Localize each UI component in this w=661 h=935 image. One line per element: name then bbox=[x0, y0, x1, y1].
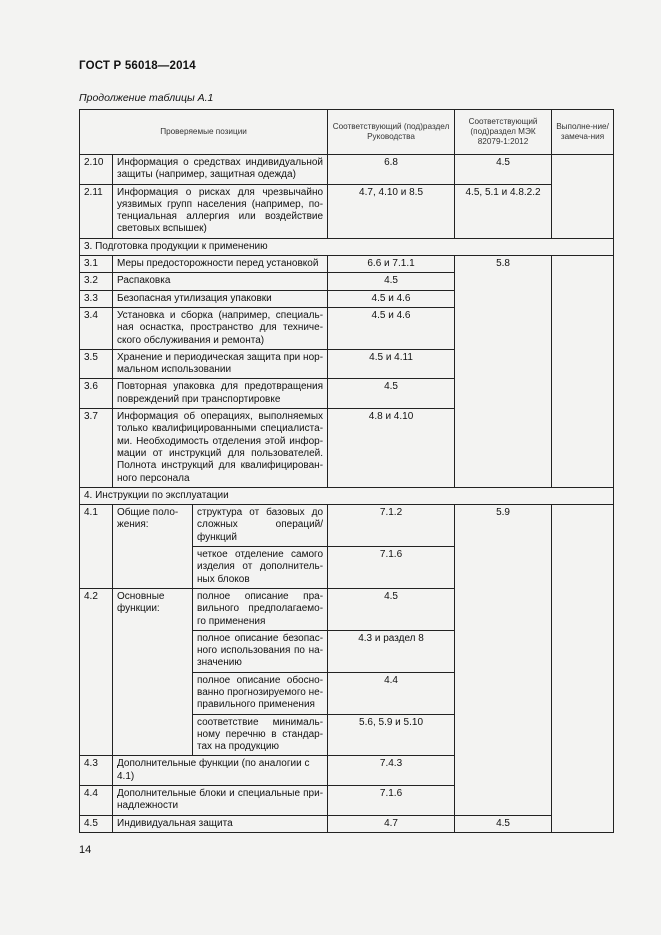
row-guide: 4.5 и 4.11 bbox=[328, 349, 455, 379]
document-title: ГОСТ Р 56018—2014 bbox=[79, 60, 196, 72]
done-cell bbox=[552, 256, 614, 488]
row-iec: 5.8 bbox=[455, 256, 552, 488]
sub-text: полное описание пра-вильного предполагаемо-го применения bbox=[193, 588, 328, 630]
row-number: 3.6 bbox=[80, 379, 113, 409]
row-number: 4.2 bbox=[80, 588, 113, 756]
row-iec: 4.5, 5.1 и 4.8.2.2 bbox=[455, 184, 552, 238]
header-guide: Соответствующий (под)раздел Руководства bbox=[328, 110, 455, 155]
section-heading: 3. Подготовка продукции к применению bbox=[80, 238, 614, 255]
row-number: 2.11 bbox=[80, 184, 113, 238]
section-row bbox=[80, 487, 614, 504]
table-header-row bbox=[80, 110, 614, 155]
checklist-table bbox=[79, 109, 614, 833]
table-caption: Продолжение таблицы А.1 bbox=[79, 92, 214, 104]
row-text: Повторная упаковка для предотвращения повреждений при транспортировке bbox=[113, 379, 328, 409]
table-row bbox=[80, 505, 614, 547]
table-row bbox=[80, 815, 614, 832]
row-number: 2.10 bbox=[80, 155, 113, 185]
row-guide: 5.6, 5.9 и 5.10 bbox=[328, 714, 455, 756]
row-guide: 4.5 и 4.6 bbox=[328, 307, 455, 349]
row-iec: 5.9 bbox=[455, 505, 552, 816]
row-number: 3.5 bbox=[80, 349, 113, 379]
row-text: Установка и сборка (например, специаль-ная оснастка, пространство для техниче-ского обслуживания и ремонта) bbox=[113, 307, 328, 349]
sub-text: полное описание обосно-ванно прогнозируемого не-правильного применения bbox=[193, 672, 328, 714]
page-number: 14 bbox=[79, 844, 92, 856]
row-label: Общие поло-жения: bbox=[113, 505, 193, 589]
row-guide: 7.4.3 bbox=[328, 756, 455, 786]
row-number: 3.3 bbox=[80, 290, 113, 307]
row-guide: 4.8 и 4.10 bbox=[328, 409, 455, 488]
row-guide: 4.5 bbox=[328, 588, 455, 630]
row-text: Информация об операциях, выполняемых только квалифицированными специалиста-ми. Необходимость отделения этой инфор-мации от инструкций для пользователей. Полнота инструкций для квалифицирован-ного персонала bbox=[113, 409, 328, 488]
done-cell bbox=[552, 155, 614, 239]
sub-text: структура от базовых до сложных операций/функций bbox=[193, 505, 328, 547]
row-guide: 7.1.6 bbox=[328, 786, 455, 816]
table-row bbox=[80, 184, 614, 238]
row-guide: 6.6 и 7.1.1 bbox=[328, 256, 455, 273]
sub-text: четкое отделение самого изделия от дополнитель-ных блоков bbox=[193, 547, 328, 589]
row-guide: 7.1.6 bbox=[328, 547, 455, 589]
row-guide: 4.5 и 4.6 bbox=[328, 290, 455, 307]
row-iec: 4.5 bbox=[455, 815, 552, 832]
section-heading: 4. Инструкции по эксплуатации bbox=[80, 487, 614, 504]
row-text: Информация о рисках для чрезвычайно уязвимых групп населения (например, по-тенциальная аллергия или воздействие световых вспышек) bbox=[113, 184, 328, 238]
table-row bbox=[80, 155, 614, 185]
row-text: Дополнительные блоки и специальные при-надлежности bbox=[113, 786, 328, 816]
row-number: 4.1 bbox=[80, 505, 113, 589]
row-guide: 4.5 bbox=[328, 273, 455, 290]
row-iec: 4.5 bbox=[455, 155, 552, 185]
row-number: 3.2 bbox=[80, 273, 113, 290]
section-row bbox=[80, 238, 614, 255]
header-done: Выполне-ние/замеча-ния bbox=[552, 110, 614, 155]
header-iec: Соответствующий (под)раздел МЭК 82079-1:2012 bbox=[455, 110, 552, 155]
row-guide: 4.3 и раздел 8 bbox=[328, 630, 455, 672]
row-text: Информация о средствах индивидуальной защиты (например, защитная одежда) bbox=[113, 155, 328, 185]
row-number: 4.4 bbox=[80, 786, 113, 816]
row-text: Индивидуальная защита bbox=[113, 815, 328, 832]
row-guide: 4.7 bbox=[328, 815, 455, 832]
row-text: Хранение и периодическая защита при нор-мальном использовании bbox=[113, 349, 328, 379]
row-number: 4.3 bbox=[80, 756, 113, 786]
row-guide: 4.4 bbox=[328, 672, 455, 714]
row-number: 3.1 bbox=[80, 256, 113, 273]
header-positions: Проверяемые позиции bbox=[80, 110, 328, 155]
table-row bbox=[80, 256, 614, 273]
row-number: 3.7 bbox=[80, 409, 113, 488]
row-text: Распаковка bbox=[113, 273, 328, 290]
row-guide: 7.1.2 bbox=[328, 505, 455, 547]
row-text: Дополнительные функции (по аналогии с 4.1) bbox=[113, 756, 328, 786]
row-guide: 4.5 bbox=[328, 379, 455, 409]
row-label: Основные функции: bbox=[113, 588, 193, 756]
row-guide: 4.7, 4.10 и 8.5 bbox=[328, 184, 455, 238]
sub-text: соответствие минималь-ному перечню в стандар-тах на продукцию bbox=[193, 714, 328, 756]
sub-text: полное описание безопас-ного использования по на-значению bbox=[193, 630, 328, 672]
row-text: Меры предосторожности перед установкой bbox=[113, 256, 328, 273]
row-guide: 6.8 bbox=[328, 155, 455, 185]
done-cell bbox=[552, 505, 614, 833]
row-number: 4.5 bbox=[80, 815, 113, 832]
row-number: 3.4 bbox=[80, 307, 113, 349]
row-text: Безопасная утилизация упаковки bbox=[113, 290, 328, 307]
